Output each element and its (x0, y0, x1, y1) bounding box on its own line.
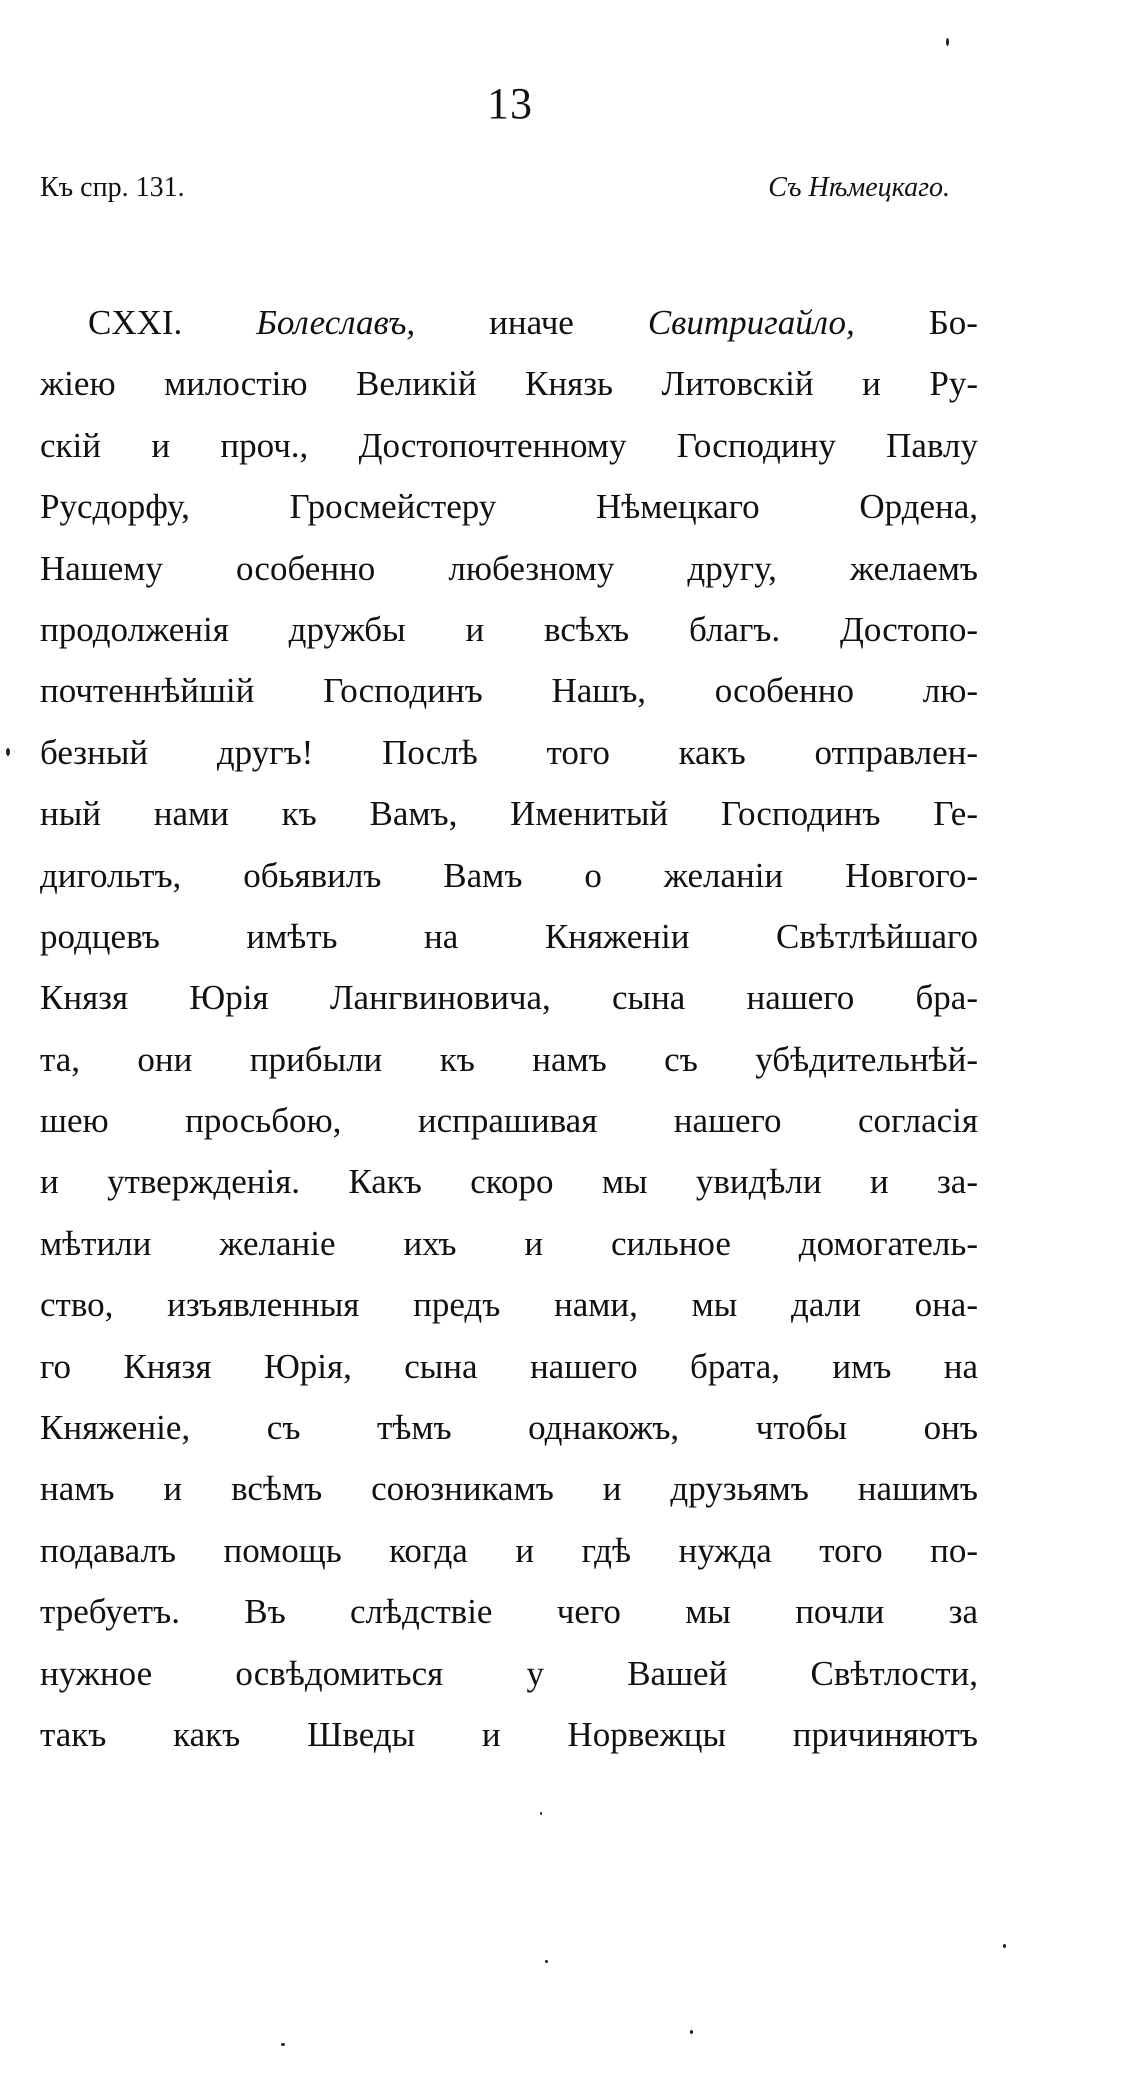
scan-speck (1003, 1944, 1006, 1948)
body-lines (40, 353, 978, 1765)
scan-speck (690, 2030, 693, 2034)
scan-speck (946, 38, 949, 46)
sender-name: Болеславъ, (256, 303, 416, 342)
body-line: мѣтили желаніе ихъ и сильное домогатель- (40, 1223, 978, 1263)
body-line: безный другъ! Послѣ того какъ отправлен- (40, 732, 978, 772)
body-line: нужное освѣдомиться у Вашей Свѣтлости, (40, 1653, 978, 1693)
first-line-middle: иначе (489, 303, 574, 342)
header-source-language: Съ Нѣмецкаго. (768, 172, 950, 203)
body-text (40, 292, 978, 1765)
body-line: и утвержденія. Какъ скоро мы увидѣли и за- (40, 1162, 978, 1202)
body-line: родцевъ имѣть на Княженіи Свѣтлѣйшаго (40, 916, 978, 956)
body-line: скій и проч., Достопочтенному Господину Павлу (40, 425, 978, 465)
body-line: Нашему особенно любезному другу, желаемъ (40, 548, 978, 588)
body-line: Князя Юрія Лангвиновича, сына нашего бра- (40, 978, 978, 1018)
scan-speck (545, 1960, 548, 1963)
page-number: 13 (487, 79, 533, 128)
scan-speck (281, 2043, 285, 2046)
body-line: такъ какъ Шведы и Норвежцы причиняютъ (40, 1714, 978, 1754)
body-line: жіею милостію Великій Князь Литовскій и Ру- (40, 364, 978, 404)
body-line: Княженіе, съ тѣмъ однакожъ, чтобы онъ (40, 1408, 978, 1448)
scan-speck (540, 1812, 542, 1815)
body-line: ный нами къ Вамъ, Именитый Господинъ Ге- (40, 794, 978, 834)
body-line-first (40, 292, 978, 353)
body-line: шею просьбою, испрашивая нашего согласія (40, 1101, 978, 1141)
body-line: та, они прибыли къ намъ съ убѣдительнѣй- (40, 1039, 978, 1079)
document-numeral: CXXI. (88, 303, 183, 342)
body-line: подавалъ помощь когда и гдѣ нужда того по- (40, 1530, 978, 1570)
first-line-tail: Бо- (928, 303, 978, 342)
body-line: почтеннѣйшій Господинъ Нашъ, особенно лю- (40, 671, 978, 711)
body-line: Русдорфу, Гросмейстеру Нѣмецкаго Ордена, (40, 487, 978, 527)
header-reference: Къ спр. 131. (40, 172, 185, 203)
body-line: требуетъ. Въ слѣдствіе чего мы почли за (40, 1592, 978, 1632)
sender-alt-name: Свитригайло, (647, 303, 855, 342)
scan-speck (6, 748, 10, 756)
body-line: го Князя Юрія, сына нашего брата, имъ на (40, 1346, 978, 1386)
body-line: продолженія дружбы и всѣхъ благъ. Достопо- (40, 609, 978, 649)
body-line: ство, изъявленныя предъ нами, мы дали она- (40, 1285, 978, 1325)
body-line: дигольтъ, обьявилъ Вамъ о желаніи Новгого- (40, 855, 978, 895)
body-line: намъ и всѣмъ союзникамъ и друзьямъ нашимъ (40, 1469, 978, 1509)
